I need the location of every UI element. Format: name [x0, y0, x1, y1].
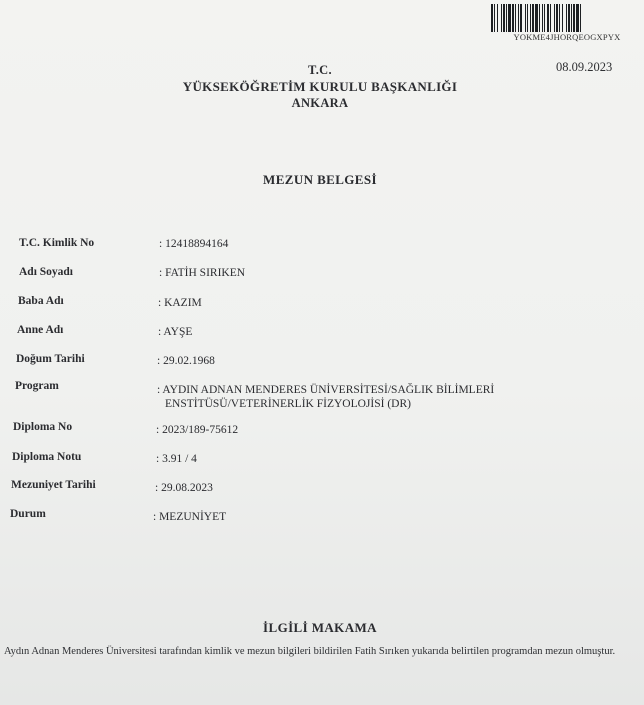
- footer-statement: Aydın Adnan Menderes Üniversitesi tarafından kimlik ve mezun bilgileri bildirilen Fatih Sırıken yukarıda belirtilen programdan mezun olmuştur.: [4, 646, 616, 657]
- field-label: Program: [15, 380, 59, 392]
- header-line-city: ANKARA: [291, 96, 349, 110]
- ilgili-makama-heading: İLGİLİ MAKAMA: [263, 620, 377, 635]
- field-value: : FATİH SIRIKEN: [159, 267, 246, 279]
- header-line-tc: T.C.: [308, 63, 332, 77]
- field-label: T.C. Kimlik No: [19, 237, 95, 249]
- field-label: Doğum Tarihi: [16, 353, 85, 365]
- field-label: Baba Adı: [18, 295, 64, 307]
- field-value: : 2023/189-75612: [156, 424, 239, 436]
- field-label: Adı Soyadı: [19, 266, 74, 278]
- field-value: : 29.02.1968: [157, 355, 215, 367]
- field-value: : 3.91 / 4: [156, 453, 197, 465]
- field-value: : 29.08.2023: [155, 482, 213, 494]
- field-value-continued: ENSTİTÜSÜ/VETERİNERLİK FİZYOLOJİSİ (DR): [165, 398, 411, 410]
- field-label: Diploma No: [13, 421, 73, 433]
- field-label: Diploma Notu: [12, 451, 82, 463]
- document-title: MEZUN BELGESİ: [263, 172, 377, 187]
- document-date: 08.09.2023: [556, 60, 613, 74]
- field-label: Durum: [10, 508, 46, 520]
- field-value: : AYŞE: [158, 326, 193, 338]
- barcode-text: YOKME4JHORQEOGXPYX: [513, 32, 621, 42]
- field-value: : 12418894164: [159, 238, 229, 250]
- field-label: Anne Adı: [17, 324, 64, 336]
- field-value: : KAZIM: [158, 297, 202, 309]
- field-value: : MEZUNİYET: [153, 511, 227, 523]
- field-value: : AYDIN ADNAN MENDERES ÜNİVERSİTESİ/SAĞLIK BİLİMLERİ: [157, 384, 495, 396]
- field-label: Mezuniyet Tarihi: [11, 479, 96, 491]
- header-line-institution: YÜKSEKÖĞRETİM KURULU BAŞKANLIĞI: [182, 79, 458, 94]
